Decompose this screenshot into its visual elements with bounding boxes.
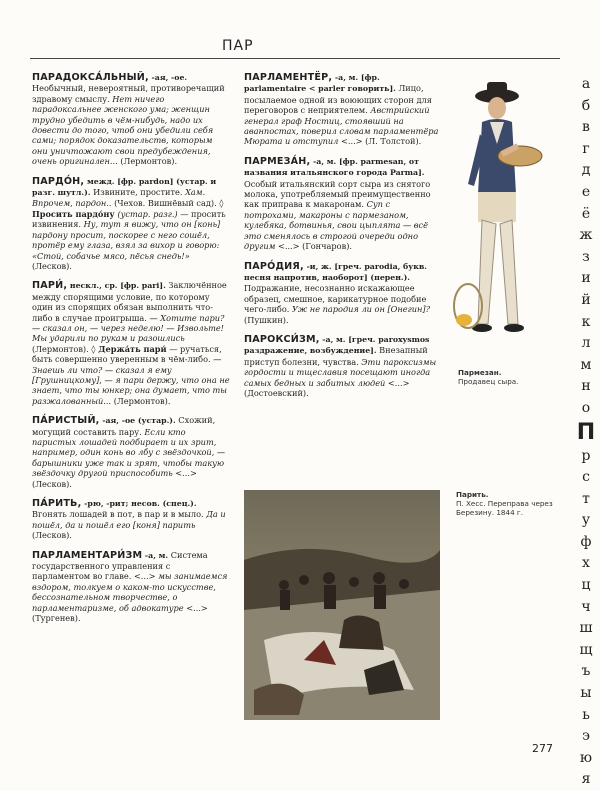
- entry-headword: ПАРМЕЗА́Н,: [244, 155, 311, 167]
- entry-grammar: -и, ж. [греч. parodia, букв. песня напротив, наоборот] (перен.).: [244, 261, 427, 282]
- entry-headword: ПА́РИСТЫЙ,: [32, 415, 100, 427]
- alphabet-letter[interactable]: е: [581, 183, 591, 200]
- entry-def: Подражание, несознанно искажающее образец, смешное, карикатурное подобие чего-либо.: [244, 283, 427, 315]
- entry-src: (Чехов. Вишнёвый сад).: [114, 198, 220, 209]
- cheese-seller-illustration: [452, 74, 550, 354]
- dictionary-entry: [244, 156, 440, 252]
- alphabet-letter[interactable]: в: [582, 119, 590, 136]
- entry-grammar: -а, м. [греч. paroxysmos раздражение, возбуждение].: [244, 334, 430, 356]
- entry-src: (Лермонтов).: [120, 156, 178, 167]
- alphabet-letter[interactable]: г: [582, 140, 590, 157]
- entry-ex: — Знаешь ли что? — сказал я ему [Грушницкому], — я пари держу, что она не знает, что ты юнкер; она думает, что ты разжалованный...: [32, 354, 230, 406]
- entry-src: (Лесков).: [32, 260, 72, 271]
- alphabet-letter[interactable]: о: [581, 399, 591, 416]
- dictionary-entry: [244, 261, 440, 325]
- alphabet-letter[interactable]: ы: [580, 685, 592, 702]
- alphabet-letter[interactable]: й: [581, 291, 591, 308]
- alphabet-letter[interactable]: ф: [580, 533, 592, 550]
- alphabet-letter[interactable]: б: [581, 97, 591, 114]
- entry-def: Внезапный приступ болезни, чувства.: [244, 345, 428, 367]
- entry-def: Извините, простите.: [90, 187, 186, 198]
- entry-grammar: -а, м. [фр. parmesan, от названия итальянского города Parma].: [244, 156, 425, 178]
- entry-sub: ◊ Просить пардо́ну: [32, 198, 224, 219]
- alphabet-letter[interactable]: з: [582, 248, 590, 265]
- header-rule: [30, 58, 560, 59]
- entry-headword: ПА́РИТЬ,: [32, 498, 82, 510]
- entry-ex: Хам. Впрочем, пардон..: [32, 187, 206, 209]
- alphabet-letter[interactable]: П: [576, 419, 596, 445]
- entry-def: Заключённое между спорящими условие, по которому один из спорящих обязан выполнить что-либо в случае проигрыша.: [32, 280, 227, 323]
- entry-def: Вгонять лошадей в пот, в пар и в мыло.: [32, 509, 207, 520]
- alphabet-letter[interactable]: я: [581, 771, 591, 788]
- alphabet-letter[interactable]: к: [581, 313, 591, 330]
- caption-parmesan-title: Пармезан.: [458, 368, 502, 377]
- entry-ex: <...> мы занимаемся вздором, толкуем о каком-то искусстве, бессознательном творчестве, о парламентаризме, об адвокатуре: [32, 571, 228, 613]
- caption-painting-title: Парить.: [456, 490, 489, 499]
- entry-src: (Лермонтов).: [113, 395, 171, 406]
- entry-grammar: -а, м. [фр. parlamentaire < parler говорить].: [244, 73, 396, 94]
- entry-ex: Эти пароксизмы гордости и тщеславия посещают иногда самых бедных и забитых людей <...>: [244, 356, 437, 388]
- entry-headword: ПАРДО́Н,: [32, 175, 85, 187]
- entry-ex: Да и пошёл, да и пошёл его [коня] парить: [32, 509, 226, 530]
- entry-grammar: нескл., ср. [фр. pari].: [67, 281, 166, 291]
- alphabet-letter[interactable]: с: [582, 469, 590, 486]
- entry-sub: ◊ Держа́ть пари́: [91, 343, 167, 354]
- entry-src: (Пушкин).: [244, 314, 289, 325]
- entry-def: — просить извинения.: [32, 208, 226, 230]
- alphabet-letter[interactable]: т: [582, 490, 590, 507]
- alphabet-letter[interactable]: ю: [579, 749, 593, 766]
- alphabet-letter[interactable]: щ: [579, 641, 593, 658]
- entry-headword: ПАРО́ДИЯ,: [244, 260, 304, 272]
- entry-src: <...> (Л. Толстой).: [341, 136, 422, 147]
- entry-grammar: -рю, -рит; несов. (спец.).: [81, 499, 197, 509]
- alphabet-letter[interactable]: ж: [579, 227, 593, 244]
- dictionary-entry: [244, 334, 440, 398]
- dictionary-entry: [32, 176, 230, 272]
- running-head: ПАР: [222, 38, 254, 54]
- entry-headword: ПАРЛАМЕНТЁР,: [244, 72, 333, 83]
- alphabet-letter[interactable]: у: [581, 512, 591, 529]
- alphabet-letter[interactable]: н: [581, 378, 591, 395]
- alphabet-letter[interactable]: л: [581, 335, 591, 352]
- alphabet-letter[interactable]: д: [581, 162, 591, 179]
- entry-ex: Уж не пародия ли он [Онегин]?: [291, 304, 430, 315]
- dictionary-entry: [32, 280, 230, 406]
- dictionary-entry: [32, 498, 230, 541]
- entry-ex: Если кто паристых лошадей подбирает и их зрит, например, один конь во лбу с звёздочкой, — барышники уже так и зрят, чтобы такую звёздочку другой приспособить <...>: [32, 426, 226, 479]
- caption-painting: [456, 490, 556, 517]
- entry-ex: Суп с потрохами, макароны с пармезаном, кулебяка, ботвинья, свои цыплята — всё это сменялось в строгой очереди одно другим <...>: [244, 199, 428, 252]
- alphabet-letter[interactable]: х: [582, 555, 590, 572]
- entry-ex: — Хотите пари? — сказал он, — через неделю! — Извольте! Мы ударили по рукам и разошлись: [32, 312, 225, 344]
- alphabet-letter[interactable]: ё: [581, 205, 591, 222]
- column-left: [32, 72, 230, 633]
- caption-painting-text: П. Хесс. Переправа через Березину. 1844 г.: [456, 499, 553, 517]
- entry-ex: Нет ничего парадоксальнее женского ума; женщин трудно убедить в чём-нибудь, надо их довести до того, чтоб они убедили себя сами; порядок доказательств, которым они уничтожают свои предубеждения, очень оригинален...: [32, 93, 214, 167]
- entry-grammar: -ая, -ое.: [148, 73, 188, 82]
- alphabet-letter[interactable]: р: [581, 447, 591, 464]
- entry-def: Особый итальянский сорт сыра из снятого молока, употребляемый преимущественно как приправа к макаронам.: [244, 178, 431, 210]
- entry-headword: ПАРОКСИ́ЗМ,: [244, 333, 320, 345]
- dictionary-entry: [32, 415, 230, 489]
- entry-grammar: межд. [фр. pardon] (устар. и разг. шутл.).: [32, 176, 217, 198]
- dictionary-entry: [244, 72, 440, 147]
- entry-ex: Австрийский генерал граф Ностиц, стоявший на аванпостах, поверил словам парламентёра Мюрата и отступил: [244, 105, 439, 147]
- alphabet-index: [575, 74, 597, 791]
- entry-ex: (устар. разг.): [117, 208, 178, 219]
- alphabet-letter[interactable]: м: [580, 356, 592, 373]
- alphabet-letter[interactable]: э: [582, 728, 590, 745]
- dictionary-entry: [32, 550, 230, 624]
- entry-src: (Лермонтов).: [32, 343, 92, 354]
- berezina-painting: [244, 490, 440, 720]
- alphabet-letter[interactable]: ч: [581, 598, 591, 615]
- entry-headword: ПАРИ́,: [32, 280, 68, 292]
- entry-grammar: -а, м.: [142, 550, 169, 560]
- alphabet-letter[interactable]: а: [581, 76, 591, 92]
- entry-headword: ПАРЛАМЕНТАРИ́ЗМ: [32, 549, 143, 561]
- entry-grammar: -ая, -ое (устар.).: [99, 416, 176, 426]
- entry-src: <...> (Тургенев).: [32, 602, 208, 624]
- column-middle: [244, 72, 440, 407]
- entry-headword: ПАРАДОКСА́ЛЬНЫЙ,: [32, 72, 149, 83]
- entry-src: (Достоевский).: [244, 387, 309, 398]
- entry-src: (Лесков).: [32, 478, 72, 489]
- caption-parmesan-text: Продавец сыра.: [458, 377, 519, 386]
- entry-ex: Ну, тут я вижу, что он [конь] пардону просит, поскорее с него сошёл, протёр ему глаза, взял за вихор и говорю: «Стой, собачье мясо, пёсья снедь!»: [32, 219, 221, 261]
- alphabet-letter[interactable]: ъ: [581, 663, 591, 680]
- caption-parmesan: [458, 368, 558, 386]
- entry-def: Система государственного управления с парламентом во главе.: [32, 549, 208, 582]
- entry-src: (Лесков).: [32, 530, 72, 541]
- entry-src: (Гончаров).: [302, 241, 352, 252]
- entry-def: Лицо, посылаемое одной из воюющих сторон для переговоров с неприятелем.: [244, 83, 432, 116]
- page-number: 277: [532, 742, 553, 755]
- entry-def: Схожий, могущий составить пару.: [32, 415, 216, 437]
- entry-def: Необычный, невероятный, противоречащий здравому смыслу.: [32, 83, 225, 104]
- alphabet-letter[interactable]: ц: [581, 577, 591, 594]
- entry-def: — ручаться, быть совершенно уверенным в чём-либо.: [32, 343, 222, 365]
- dictionary-entry: [32, 72, 230, 167]
- alphabet-letter[interactable]: ш: [579, 620, 593, 637]
- alphabet-letter[interactable]: и: [581, 270, 591, 287]
- alphabet-letter[interactable]: ь: [582, 706, 590, 723]
